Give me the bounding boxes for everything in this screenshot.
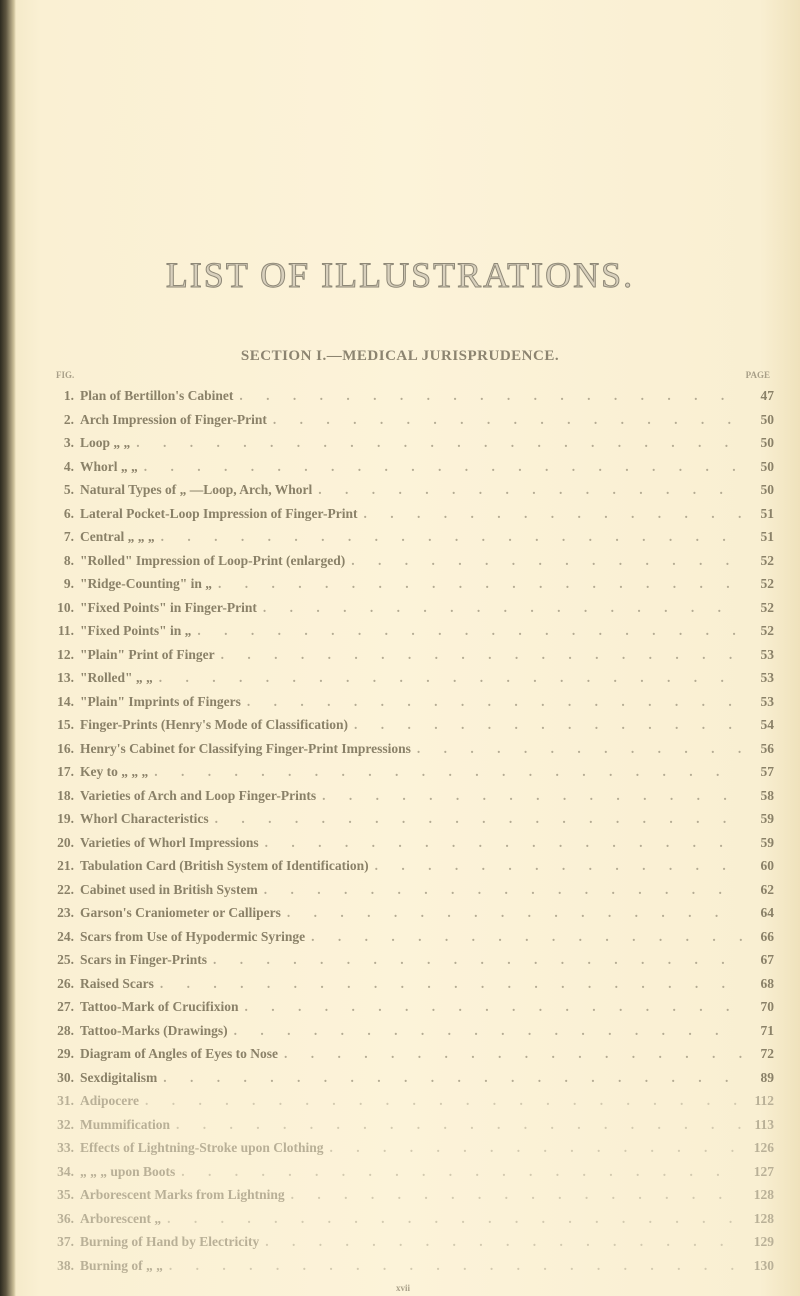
figure-number: 34. <box>57 1163 74 1179</box>
page-number: 52 <box>760 599 774 615</box>
leader-dots <box>417 741 742 757</box>
figure-title: Varieties of Arch and Loop Finger-Prints <box>80 787 317 803</box>
figure-title: Mummification <box>80 1116 170 1132</box>
leader-dots <box>354 717 742 733</box>
page-number: 51 <box>760 505 774 521</box>
figure-number: 17. <box>57 764 74 779</box>
figure-title: "Plain" Imprints of Fingers <box>80 693 241 709</box>
list-item <box>50 623 774 647</box>
leader-dots <box>197 623 742 639</box>
list-item <box>50 1140 774 1164</box>
figure-title: "Rolled" Impression of Loop-Print (enlarged) <box>80 552 346 568</box>
list-item <box>50 764 774 788</box>
leader-dots <box>363 506 742 522</box>
list-item <box>50 1117 774 1141</box>
figure-number: 9. <box>63 576 74 591</box>
list-item <box>50 1187 774 1211</box>
figure-number: 23. <box>57 905 74 920</box>
leader-dots <box>287 905 742 921</box>
leader-dots <box>215 811 742 827</box>
figure-number: 14. <box>57 693 74 709</box>
figure-title: Lateral Pocket-Loop Impression of Finger-Print <box>80 505 358 521</box>
leader-dots <box>234 1023 742 1039</box>
list-item <box>50 647 774 671</box>
figure-number: 16. <box>57 740 74 756</box>
figure-number: 38. <box>57 1257 74 1273</box>
page-number: 130 <box>753 1257 774 1273</box>
figure-number: 20. <box>57 834 74 850</box>
list-item <box>50 1023 774 1047</box>
list-item <box>50 1046 774 1070</box>
list-item <box>50 741 774 765</box>
page-number: 60 <box>760 858 774 873</box>
page-number: 53 <box>760 670 774 685</box>
list-item <box>50 976 774 1000</box>
figure-title: Burning of Hand by Electricity <box>80 1234 260 1249</box>
figure-title: Arborescent Marks from Lightning <box>80 1187 285 1202</box>
figure-title: Varieties of Whorl Impressions <box>80 834 259 850</box>
leader-dots <box>154 764 742 780</box>
page-number: 59 <box>760 834 774 850</box>
leader-dots <box>160 976 742 992</box>
illustration-list <box>50 388 774 1281</box>
leader-dots <box>213 952 742 968</box>
section-title: SECTION I.—MEDICAL JURISPRUDENCE. <box>240 348 560 364</box>
figure-number: 30. <box>57 1069 74 1085</box>
page-number: 113 <box>754 1116 774 1132</box>
list-item <box>50 929 774 953</box>
figure-number: 19. <box>57 811 74 826</box>
page-number: 50 <box>760 411 774 427</box>
list-item <box>50 600 774 624</box>
page-number: 52 <box>760 552 774 568</box>
fig-column-label: FIG. <box>56 370 75 380</box>
list-item <box>50 905 774 929</box>
leader-dots <box>247 694 742 710</box>
page-number: 127 <box>753 1163 774 1179</box>
page-number: 72 <box>760 1046 774 1061</box>
page-number: 53 <box>760 693 774 709</box>
figure-title: Raised Scars <box>80 975 154 991</box>
page-number: 50 <box>760 458 774 474</box>
page-number: 54 <box>760 717 774 732</box>
page-number: 126 <box>753 1140 774 1155</box>
leader-dots <box>144 459 742 475</box>
page-number: 129 <box>753 1234 774 1249</box>
leader-dots <box>318 482 742 498</box>
page-number: 50 <box>760 435 774 450</box>
page-number: 112 <box>754 1093 774 1108</box>
figure-number: 21. <box>57 858 74 873</box>
list-item <box>50 835 774 859</box>
list-item <box>50 788 774 812</box>
figure-number: 32. <box>57 1116 74 1132</box>
page-number: 70 <box>760 999 774 1014</box>
list-item <box>50 412 774 436</box>
leader-dots <box>273 412 742 428</box>
figure-number: 26. <box>57 975 74 991</box>
leader-dots <box>145 1093 742 1109</box>
list-item <box>50 576 774 600</box>
page-number: 68 <box>760 975 774 991</box>
figure-title: "Fixed Points" in Finger-Print <box>80 599 257 615</box>
figure-title: "Rolled" „ „ <box>80 670 153 685</box>
figure-number: 10. <box>57 599 74 615</box>
list-item <box>50 1234 774 1258</box>
leader-dots <box>136 435 742 451</box>
figure-number: 4. <box>63 458 74 474</box>
page-number: 59 <box>760 811 774 826</box>
figure-number: 27. <box>57 999 74 1014</box>
figure-number: 31. <box>57 1093 74 1108</box>
figure-title: Whorl Characteristics <box>80 811 209 826</box>
leader-dots <box>265 1234 742 1250</box>
leader-dots <box>351 553 742 569</box>
list-item <box>50 952 774 976</box>
figure-title: Loop „ „ <box>80 435 131 450</box>
page-number: 51 <box>760 529 774 544</box>
list-item <box>50 506 774 530</box>
page-number: 56 <box>760 740 774 756</box>
list-item <box>50 553 774 577</box>
list-item <box>50 670 774 694</box>
leader-dots <box>218 576 742 592</box>
page-number: 66 <box>760 928 774 944</box>
page-number: 47 <box>760 388 774 403</box>
page-number: 53 <box>760 646 774 662</box>
figure-number: 25. <box>57 952 74 967</box>
page-number: 52 <box>760 576 774 591</box>
book-spine-shadow <box>0 0 16 1296</box>
leader-dots <box>163 1070 742 1086</box>
figure-number: 36. <box>57 1210 74 1226</box>
figure-number: 33. <box>57 1140 74 1155</box>
figure-number: 24. <box>57 928 74 944</box>
figure-title: Natural Types of „ —Loop, Arch, Whorl <box>80 482 313 497</box>
figure-number: 5. <box>63 482 74 497</box>
leader-dots <box>239 388 742 404</box>
figure-title: Diagram of Angles of Eyes to Nose <box>80 1046 278 1061</box>
page-number: 62 <box>760 881 774 897</box>
figure-title: Burning of „ „ <box>80 1257 163 1273</box>
list-item <box>50 717 774 741</box>
figure-number: 18. <box>57 787 74 803</box>
figure-title: Finger-Prints (Henry's Mode of Classification) <box>80 717 348 732</box>
list-item <box>50 1093 774 1117</box>
figure-number: 22. <box>57 881 74 897</box>
list-item <box>50 459 774 483</box>
list-item <box>50 1258 774 1282</box>
leader-dots <box>159 670 742 686</box>
figure-title: Scars from Use of Hypodermic Syringe <box>80 928 306 944</box>
leader-dots <box>181 1164 742 1180</box>
figure-title: Tattoo-Marks (Drawings) <box>80 1022 228 1038</box>
list-item <box>50 482 774 506</box>
figure-number: 37. <box>57 1234 74 1249</box>
figure-number: 2. <box>63 411 74 427</box>
page-number: 128 <box>753 1210 774 1226</box>
page-folio: xvii <box>396 1283 411 1293</box>
page-number: 67 <box>760 952 774 967</box>
leader-dots <box>221 647 742 663</box>
figure-title: "Ridge-Counting" in „ <box>80 576 213 591</box>
page-number: 58 <box>760 787 774 803</box>
page-number: 52 <box>760 623 774 638</box>
figure-title: Whorl „ „ <box>80 458 138 474</box>
figure-number: 35. <box>57 1187 74 1202</box>
leader-dots <box>245 999 743 1015</box>
figure-title: Key to „ „ „ <box>80 764 149 779</box>
figure-title: Arborescent „ <box>80 1210 162 1226</box>
leader-dots <box>330 1140 742 1156</box>
figure-title: Central „ „ „ <box>80 529 155 544</box>
figure-number: 29. <box>57 1046 74 1061</box>
leader-dots <box>176 1117 742 1133</box>
figure-title: Adipocere <box>80 1093 139 1108</box>
leader-dots <box>291 1187 742 1203</box>
page-number: 64 <box>760 905 774 920</box>
list-item <box>50 882 774 906</box>
figure-title: Henry's Cabinet for Classifying Finger-Print Impressions <box>80 740 411 756</box>
figure-title: Plan of Bertillon's Cabinet <box>80 388 234 403</box>
figure-title: „ „ „ upon Boots <box>80 1163 176 1179</box>
list-item <box>50 1070 774 1094</box>
figure-number: 15. <box>57 717 74 732</box>
page-number: 71 <box>760 1022 774 1038</box>
figure-number: 12. <box>57 646 74 662</box>
figure-number: 6. <box>63 505 74 521</box>
figure-number: 13. <box>57 670 74 685</box>
leader-dots <box>284 1046 742 1062</box>
figure-number: 7. <box>63 529 74 544</box>
figure-title: Effects of Lightning-Stroke upon Clothing <box>80 1140 324 1155</box>
figure-number: 28. <box>57 1022 74 1038</box>
figure-number: 8. <box>63 552 74 568</box>
page-column-label: PAGE <box>745 370 770 380</box>
list-item <box>50 435 774 459</box>
figure-number: 11. <box>57 623 74 638</box>
page-title: LIST OF ILLUSTRATIONS. <box>165 255 635 295</box>
leader-dots <box>322 788 742 804</box>
leader-dots <box>161 529 742 545</box>
leader-dots <box>167 1211 742 1227</box>
list-item <box>50 1164 774 1188</box>
list-item <box>50 388 774 412</box>
page-number: 57 <box>760 764 774 779</box>
figure-title: Scars in Finger-Prints <box>80 952 207 967</box>
list-item <box>50 1211 774 1235</box>
page-number: 89 <box>760 1069 774 1085</box>
page-number: 50 <box>760 482 774 497</box>
list-item <box>50 858 774 882</box>
leader-dots <box>263 600 742 616</box>
figure-title: Garson's Craniometer or Callipers <box>80 905 281 920</box>
leader-dots <box>264 882 742 898</box>
figure-title: Cabinet used in British System <box>80 881 258 897</box>
figure-number: 1. <box>63 388 74 403</box>
figure-number: 3. <box>63 435 74 450</box>
list-item <box>50 999 774 1023</box>
leader-dots <box>169 1258 742 1274</box>
figure-title: "Fixed Points" in „ <box>80 623 192 638</box>
leader-dots <box>265 835 742 851</box>
list-item <box>50 529 774 553</box>
figure-title: Sexdigitalism <box>80 1069 158 1085</box>
page-number: 128 <box>753 1187 774 1202</box>
figure-title: Tabulation Card (British System of Identification) <box>80 858 369 873</box>
list-item <box>50 811 774 835</box>
leader-dots <box>375 858 742 874</box>
list-item <box>50 694 774 718</box>
figure-title: "Plain" Print of Finger <box>80 646 215 662</box>
leader-dots <box>311 929 742 945</box>
figure-title: Arch Impression of Finger-Print <box>80 411 267 427</box>
figure-title: Tattoo-Mark of Crucifixion <box>80 999 239 1014</box>
